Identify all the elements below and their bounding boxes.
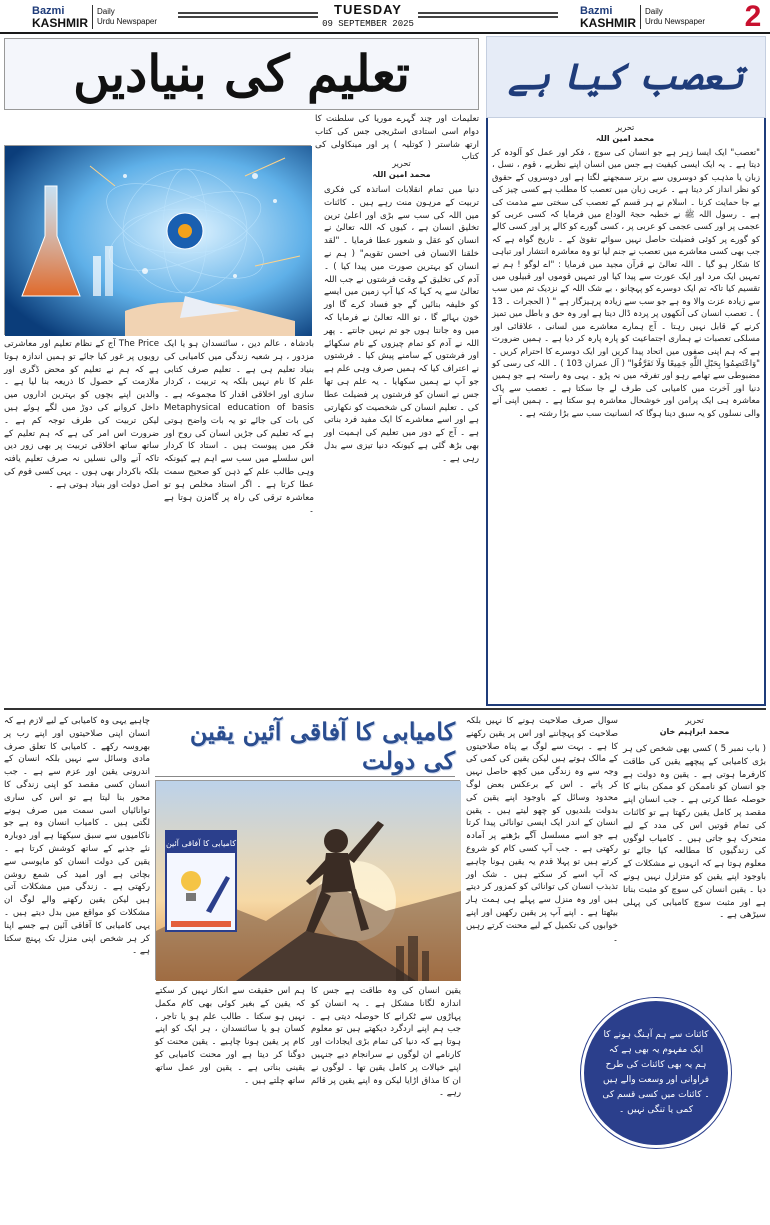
section-divider bbox=[4, 708, 766, 710]
brand-tag-line2: Urdu Newspaper bbox=[97, 17, 158, 26]
brand-logo-right bbox=[580, 3, 705, 31]
brand-line2: KASHMIR bbox=[32, 16, 88, 30]
masthead bbox=[0, 0, 770, 34]
dateline bbox=[318, 2, 418, 29]
story2-headline: تعصب کیا ہے bbox=[507, 56, 744, 98]
story3-headline: کامیابی کا آفاقی آئین یقین کی دولت bbox=[189, 716, 455, 775]
story1-byline-author: محمد امین اللہ bbox=[372, 170, 431, 179]
story2-byline-label: تحریر bbox=[615, 123, 635, 132]
brand-tag-line1: Daily bbox=[97, 7, 115, 16]
story3-byline-author: محمد ابراہیم خان bbox=[659, 727, 730, 736]
story3-column-m2: ہم اس حقیقت سے انکار نہیں کر سکتے کہ یقین کے بغیر کوئی بھی کام مکمل نہیں ہو سکتا ۔ طالب علم ہو یا تاجر ، کسان ہو یا سائنسدان ، ہر ایک کو اپنے کام پر یقین ہونا چاہیے ۔ یقین محنت کو دوگنا کر دیتا ہے اور محنت کامیابی کو یقینی بناتی ہے ۔ یقین اور عمل ساتھ ساتھ چلتے ہیں ۔ bbox=[155, 986, 305, 1086]
decorative-rule-left bbox=[178, 12, 318, 18]
book-cover bbox=[166, 831, 236, 931]
decorative-rule-right bbox=[418, 12, 558, 18]
story2-byline-author: محمد امین اللہ bbox=[595, 134, 655, 143]
book-cover-title: کامیابی کا آفاقی آئین bbox=[165, 839, 237, 848]
dateline-date: 09 SEPTEMBER 2025 bbox=[322, 19, 414, 29]
brand-line1: Bazmi bbox=[32, 5, 65, 17]
brand-tag-line2: Urdu Newspaper bbox=[645, 17, 706, 26]
brand-logo-left bbox=[32, 3, 157, 31]
story1-column-b: بادشاہ ، عالم دین ، سائنسدان ہو یا ایک مزدور ، ہر شعبہ زندگی میں کامیابی کی بنیاد تعلیم ہی ہے ۔ تعلیم صرف کتابی علم کا نام نہیں بلکہ یہ تربیت ، کردار سازی اور اخلاقی اقدار کا مجموعہ ہے ۔ Metaphysical education of basis کی بات کی جائے تو یہ بات واضح ہوتی ہے کہ تعلیم کی جڑیں انسان کی روح اور فکر میں پیوست ہیں ۔ استاد کا کردار اس سلسلے میں سب سے اہم ہے کیونکہ وہی طالب علم کے ذہن کو صحیح سمت عطا کرتا ہے ۔ اگر استاد مخلص ہو تو معاشرہ ترقی کی راہ پر گامزن ہوتا ہے ۔ bbox=[164, 339, 314, 516]
story3-column-m1: یقین انسان کی وہ طاقت ہے جس کا اندازہ لگانا مشکل ہے ۔ یہ انسان کو پہاڑوں سے ٹکرانے کا حوصلہ دیتی ہے ۔ جب ہم اپنے اردگرد دیکھتے ہیں تو معلوم ہوتا ہے کہ دنیا کی تمام بڑی ایجادات اور کارنامے ان لوگوں نے سرانجام دیے جنہیں اپنے خیالات پر کامل یقین تھا ۔ لوگوں نے ان کا مذاق اڑایا لیکن وہ اپنے یقین پر قائم رہے ۔ bbox=[311, 986, 461, 1099]
story3-byline-label: تحریر bbox=[685, 716, 704, 725]
brand-line2: KASHMIR bbox=[580, 16, 636, 30]
pull-quote: کائنات سے ہم آہنگ ہونے کا ایک مفہوم یہ بھی ہے کہ ہم یہ بھی کائنات کی طرح فراوانی اور وسعت والے ہیں ۔ کائنات میں کسی قسم کی کمی یا تنگی نہیں ۔ bbox=[581, 998, 731, 1148]
story2-headline-box bbox=[486, 36, 766, 118]
story3-column-l: چاہیے یہی وہ کامیابی کے لیے لازم ہے کہ انسان اپنی صلاحیتوں اور اپنے رب پر بھروسہ رکھے ۔ کامیابی کا تعلق صرف مادی وسائل سے نہیں بلکہ انسان کے اندرونی یقین اور عزم سے ہے ۔ جب انسان کسی مقصد کو اپنی زندگی کا محور بنا لیتا ہے تو اس کی ساری توانائیاں اسی سمت میں صرف ہونے لگتی ہیں ۔ کامیاب انسان وہ ہے جو ناکامیوں سے سبق سیکھتا ہے اور دوبارہ نئے جذبے کے ساتھ کوشش کرتا ہے ۔ یقین کی دولت انسان کو مایوسی سے بچاتی ہے اور امید کی شمع روشن رکھتی ہے ۔ زندگی میں مشکلات آتی ہیں لیکن یقین رکھنے والے لوگ ان مشکلات کو مواقع میں بدل دیتے ہیں ۔ یہی کامیابی کا آفاقی آئین ہے جسے اپنا کر ہر شخص اپنی منزل تک پہنچ سکتا ہے ۔ bbox=[4, 716, 150, 957]
brand-tag-line1: Daily bbox=[645, 7, 663, 16]
story1-column-a bbox=[324, 158, 479, 696]
brand-line1: Bazmi bbox=[580, 5, 613, 17]
education-illustration bbox=[4, 145, 311, 335]
story1-byline-label: تحریر bbox=[392, 159, 411, 168]
mountain-climber-illustration bbox=[155, 780, 460, 980]
dateline-day: TUESDAY bbox=[334, 2, 402, 17]
story1-lead: تعلیمات اور چند گہرے موریا کی سلطنت کا دوام اسی استادی اسٹریجی جس کی کتاب ارتھ شاستر ( کوتلیہ ) پر اور مینکاولی کی کتاب bbox=[315, 114, 479, 163]
story3-column-r2: سوال صرف صلاحیت ہونے کا نہیں بلکہ صلاحیت کو پہچاننے اور اس پر یقین رکھنے کا ہے ۔ بہت سے لوگ بے پناہ صلاحیتوں کے مالک ہوتے ہیں لیکن یقین کی کمی کی وجہ سے وہ زندگی میں کچھ حاصل نہیں کر پاتے ۔ اس کے برعکس بعض لوگ محدود وسائل کے باوجود اپنے یقین کی بدولت بلندیوں کو چھو لیتے ہیں ۔ یقین انسان کے اندر ایک ایسی توانائی پیدا کرتا ہے جو اسے مسلسل آگے بڑھنے پر آمادہ رکھتی ہے ۔ جب آپ کسی کام کو شروع کرتے ہیں تو پہلا قدم یہ یقین ہونا چاہیے کہ آپ اسے کر سکتے ہیں ۔ شک اور تذبذب انسان کی توانائی کو کمزور کر دیتے ہیں اور وہ منزل سے پہلے ہی ہمت ہار بیٹھتا ہے ۔ اپنے آپ پر یقین رکھیں اور اپنے خوابوں کی تکمیل کے لیے محنت کرتے رہیں ۔ bbox=[465, 716, 618, 944]
story3-byline bbox=[623, 715, 766, 737]
story1-column-c: The Price آج کے نظام تعلیم اور معاشرتی رویوں پر غور کیا جائے تو ہمیں اندازہ ہوتا ہے کہ ہم نے تعلیم کو محض ڈگری اور ملازمت کے حصول کا ذریعہ بنا لیا ہے ۔ والدین اپنے بچوں کو بہترین اداروں میں داخل کروانے کی دوڑ میں لگے ہوئے ہیں لیکن تربیت کی طرف توجہ کم ہے ۔ ضرورت اس امر کی ہے کہ ہم تعلیم کے ساتھ ساتھ اخلاقی تربیت پر بھی زور دیں تاکہ آنے والی نسلیں نہ صرف تعلیم یافتہ بلکہ باکردار بھی ہوں ۔ یہی کسی قوم کی اصل دولت اور بنیاد ہوتی ہے ۔ bbox=[4, 339, 159, 490]
story3-column-r1-text: ( باب نمبر 5 ) کسی بھی شخص کی ہر بڑی کامیابی کے پیچھے یقین کی طاقت کارفرما ہوتی ہے ۔ یقین وہ دولت ہے جو انسان کو ناممکن کو ممکن بنانے کا حوصلہ عطا کرتی ہے ۔ جب انسان اپنے مقصد پر کامل یقین رکھتا ہے تو کائنات کی تمام قوتیں اس کی مدد کے لیے متحرک ہو جاتی ہیں ۔ کامیاب لوگوں کی زندگیوں کا مطالعہ کیا جائے تو معلوم ہوتا ہے کہ انہوں نے مشکلات کے باوجود اپنے یقین کو متزلزل نہیں ہونے دیا ۔ یقین انسان کی سوچ کو مثبت بناتا ہے اور مثبت سوچ کامیابی کی پہلی سیڑھی ہے ۔ bbox=[623, 744, 766, 921]
story1-headline: تعلیم کی بنیادیں bbox=[73, 44, 410, 103]
story1-column-a-text: دنیا میں تمام انقلابات اساتذہ کی فکری تربیت کے مرہون منت رہے ہیں ۔ کائنات میں اللہ کی سب سے بڑی اور اعلیٰ ترین تخلیق انسان ہے ، کیوں کہ اللہ تعالیٰ نے انسان کو عقل و شعور عطا فرمایا ۔ "لقد خلقنا الانسان فی احسن تقویم" ( ہم نے انسان کو بہترین صورت میں پیدا کیا ) ۔ آدم کی تخلیق کے وقت فرشتوں نے جب اللہ تعالیٰ سے یہ کہا کہ کیا آپ زمین میں ایسے کو خلیفہ بنائیں گے جو فساد کرے گا اور خون بہائے گا ، تو اللہ تعالیٰ نے فرمایا کہ میں وہ جانتا ہوں جو تم نہیں جانتے ۔ پھر اللہ نے آدم کو تمام چیزوں کے نام سکھائے اور فرشتوں کے سامنے پیش کیا ۔ فرشتوں نے اعتراف کیا کہ ہمیں صرف وہی علم ہے جو آپ نے ہمیں سکھایا ۔ یہ علم ہی تھا جس نے انسان کو فرشتوں پر فضیلت عطا کی ۔ تعلیم انسان کی شخصیت کو نکھارتی ہے اور اسے معاشرے کا ایک مفید فرد بناتی ہے ۔ آج کے دور میں تعلیم کی اہمیت اور بھی بڑھ گئی ہے کیونکہ دنیا تیزی سے بدل رہی ہے ۔ bbox=[324, 185, 479, 464]
story1-headline-box bbox=[4, 38, 479, 110]
story2-body: "تعصب" ایک ایسا زہر ہے جو انسان کی سوچ ، فکر اور عمل کو آلودہ کر دیتا ہے ۔ یہ ایک ایسی کیفیت ہے جس میں انسان اپنے نظریے ، قوم ، نسل ، زبان یا مذہب کو دوسروں سے برتر سمجھنے لگتا ہے اور دوسروں کے حقوق کو نظر انداز کر دیتا ہے ۔ عربی زبان میں تعصب کا مطلب ہے کسی چیز کی بے جا حمایت کرنا ۔ اسلام نے ہر قسم کے تعصب کی سختی سے مذمت کی ہے ۔ رسول اللہ ﷺ نے خطبہ حجۃ الوداع میں فرمایا کہ کسی عربی کو عجمی پر اور کسی عجمی کو عربی پر ، کسی گورے کو کالے پر اور کسی کالے کو گورے پر کوئی فضیلت حاصل نہیں سوائے تقویٰ کے ۔ تاریخ گواہ ہے کہ جب بھی کسی معاشرے میں تعصب نے جنم لیا تو وہ معاشرہ انتشار اور تباہی کا شکار ہو گیا ۔ اللہ تعالیٰ نے قرآن مجید میں فرمایا : "اے لوگو ! ہم نے تمہیں ایک مرد اور ایک عورت سے پیدا کیا اور تمہیں قوموں اور قبیلوں میں تقسیم کیا تاکہ تم ایک دوسرے کو پہچانو ، بے شک اللہ کے نزدیک تم میں سب سے زیادہ عزت والا وہ ہے جو سب سے زیادہ پرہیزگار ہے " ( الحجرات ۔ 13 ) ۔ تعصب انسان کی آنکھوں پر پردہ ڈال دیتا ہے اور وہ حق و باطل میں تمیز کرنے کے قابل نہیں رہتا ۔ آج ہمارے معاشرے میں لسانی ، علاقائی اور مسلکی تعصبات نے ہماری اجتماعیت کو پارہ پارہ کر دیا ہے ۔ ہمیں ضرورت ہے کہ ہم اپنی صفوں میں اتحاد پیدا کریں اور ایک دوسرے کا احترام کریں ۔ "وَاعْتَصِمُوا بِحَبْلِ اللَّهِ جَمِيعًا وَلَا تَفَرَّقُوا" ( آل عمران 103 ) ۔ اللہ کی رسی کو مضبوطی سے تھامے رہو اور تفرقہ میں نہ پڑو ۔ یہی وہ راستہ ہے جو ہمیں دنیا اور آخرت میں کامیابی کی طرف لے جا سکتا ہے ۔ تعصب سے پاک معاشرہ ہی ایک پرامن اور خوشحال معاشرہ ہو سکتا ہے ۔ ہمیں اپنی آنے والی نسلوں کو یہ سبق دینا ہوگا کہ انسانیت سب سے بڑا رشتہ ہے ۔ bbox=[492, 147, 760, 418]
page-number: 2 bbox=[744, 0, 762, 33]
story3-headline-box bbox=[155, 715, 455, 777]
story2-byline bbox=[490, 122, 760, 144]
